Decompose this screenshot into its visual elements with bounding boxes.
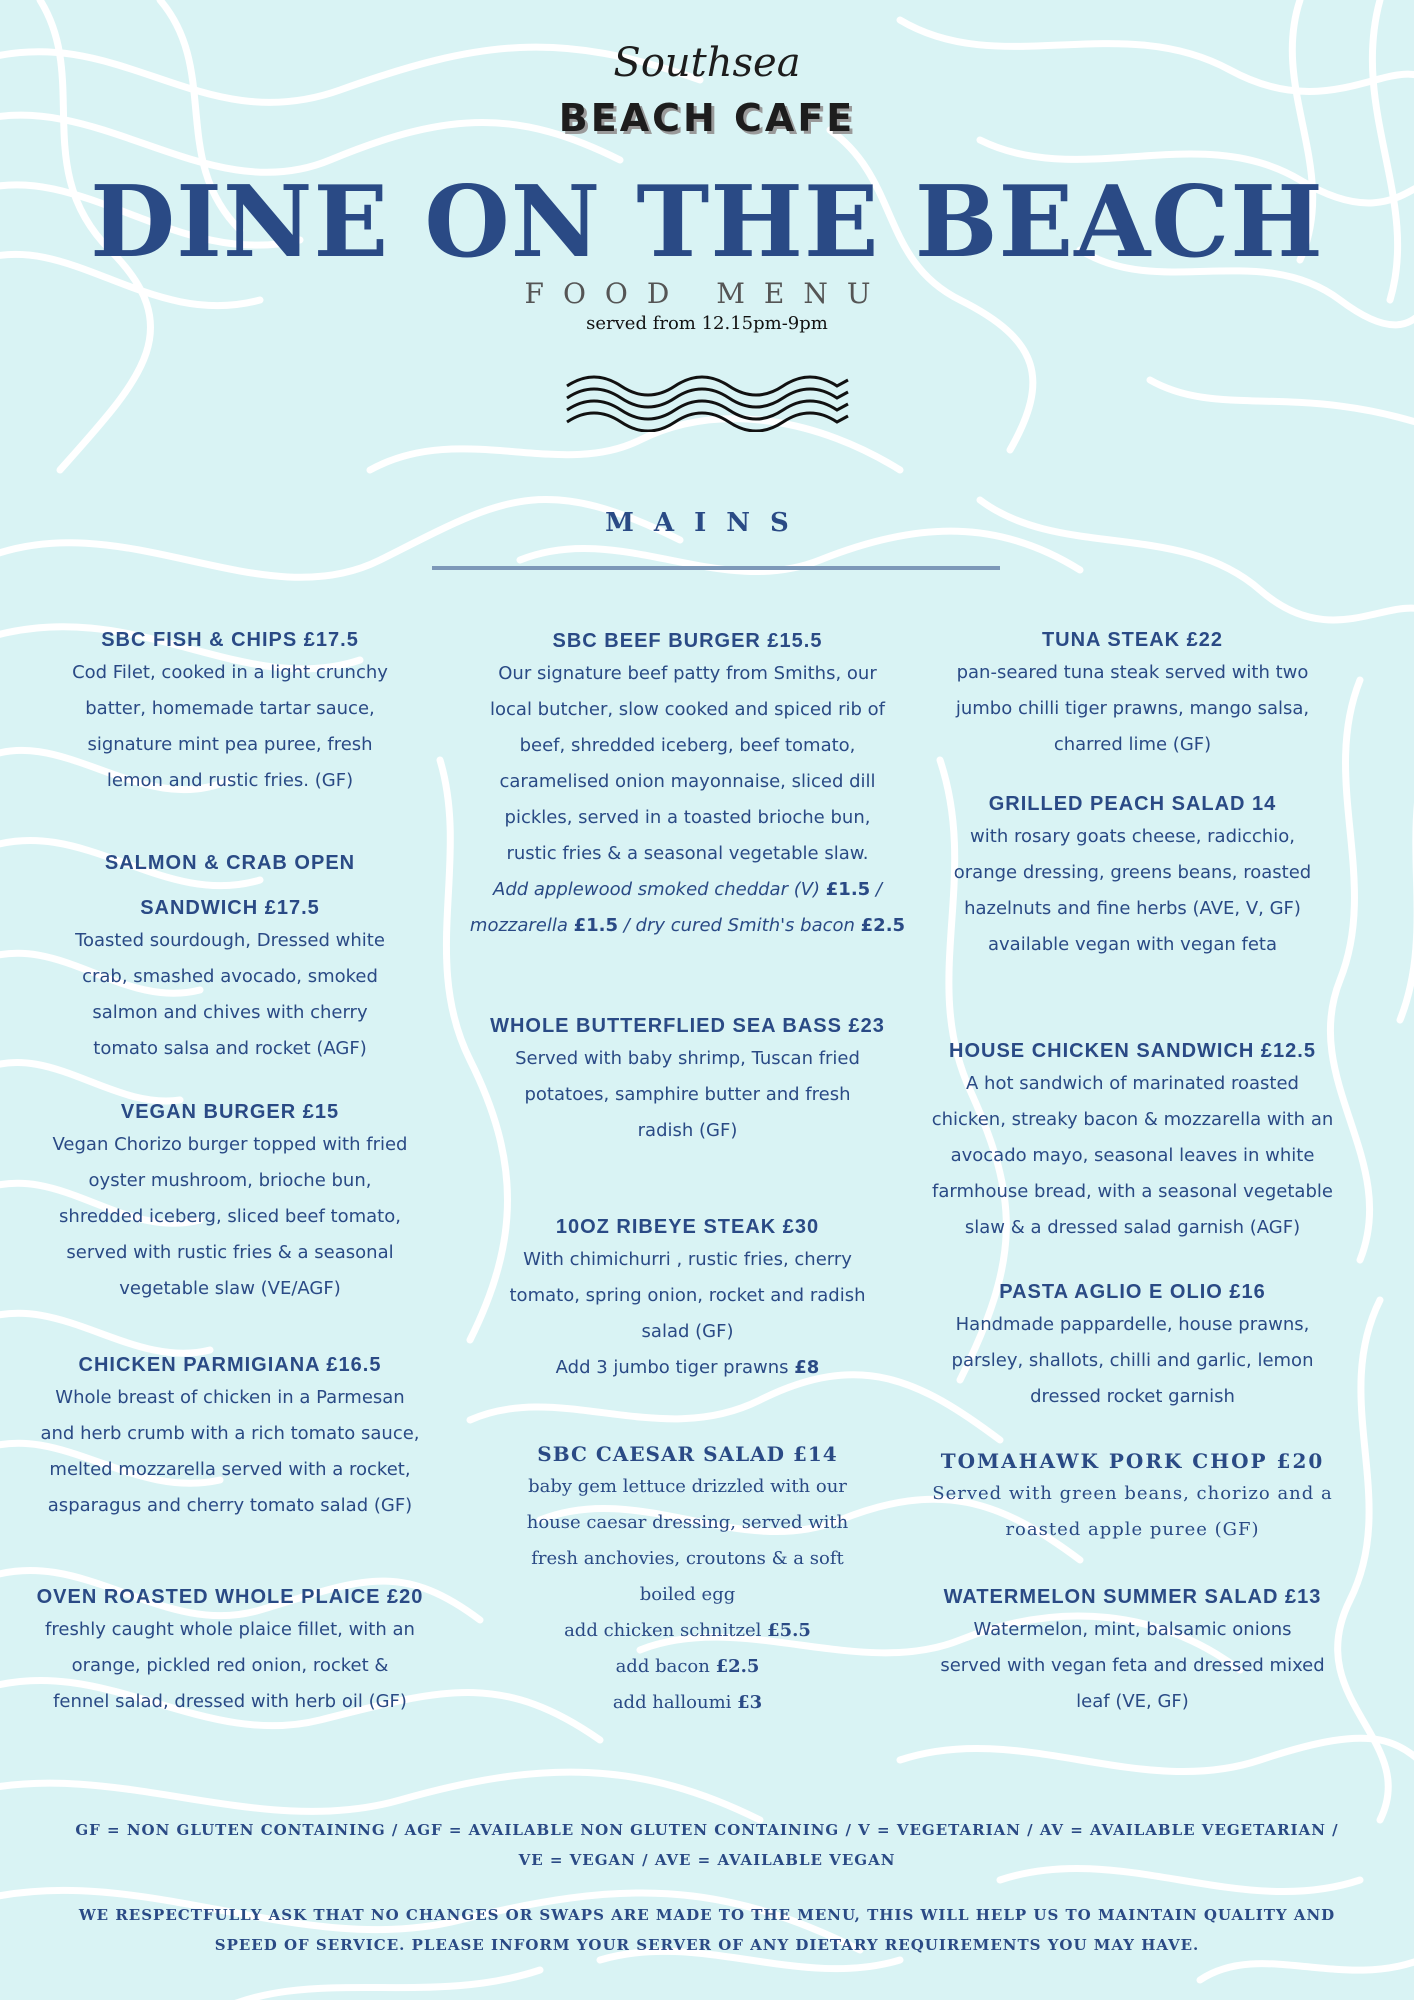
menu-item-sea-bass [460,1011,915,1149]
item-addon: add bacon £2.5 [615,1656,760,1677]
item-addon: Add 3 jumbo tiger prawns £8 [555,1357,820,1378]
item-title: GRILLED PEACH SALAD 14 [988,793,1277,815]
item-description: pan-seared tuna steak served with two jumbo chilli tiger prawns, mango salsa, charred lime (GF) [955,662,1310,755]
item-title: SALMON & CRAB OPEN [104,852,356,874]
item-description: Toasted sourdough, Dressed white crab, smashed avocado, smoked salmon and chives with cherry tomato salsa and rocket (AGF) [75,930,385,1059]
item-description: Served with baby shrimp, Tuscan fried potatoes, samphire butter and fresh radish (GF) [515,1048,860,1141]
menu-item-chicken-parmigiana [10,1350,450,1524]
section-title-mains: MAINS [605,508,809,538]
item-title-line2: SANDWICH £17.5 [140,897,320,919]
item-description: Watermelon, mint, balsamic onions served with vegan feta and dressed mixed leaf (VE, GF) [940,1619,1325,1712]
item-title: SBC CAESAR SALAD £14 [537,1442,838,1466]
item-description: Served with green beans, chorizo and a roasted apple puree (GF) [932,1483,1333,1540]
logo-wordmark: BEACH CAFE [558,96,856,140]
item-extras-2: mozzarella £1.5 / dry cured Smith's bacon £2.5 [469,915,906,936]
menu-item-tomahawk-pork-chop [910,1446,1355,1548]
logo-script: Southsea [613,40,801,86]
menu-item-watermelon-salad [910,1582,1355,1720]
item-title: 10OZ RIBEYE STEAK £30 [555,1216,820,1238]
item-title: SBC FISH & CHIPS £17.5 [101,629,359,651]
item-title: HOUSE CHICKEN SANDWICH £12.5 [949,1040,1316,1062]
item-extras: Add applewood smoked cheddar (V) £1.5 / [493,879,882,900]
item-description: With chimichurri , rustic fries, cherry tomato, spring onion, rocket and radish salad (GF) Add 3 jumbo tiger prawns £8 [460,1242,915,1386]
menu-item-tuna-steak [910,625,1355,763]
menu-item-caesar-salad [460,1439,915,1721]
item-description: Handmade pappardelle, house prawns, parsley, shallots, chilli and garlic, lemon dressed rocket garnish [951,1314,1314,1407]
item-addon: add halloumi £3 [612,1692,763,1713]
page-title: DINE ON THE BEACH [90,165,1324,280]
item-title: WHOLE BUTTERFLIED SEA BASS £23 [490,1015,885,1037]
section-divider [432,566,1000,570]
menu-item-vegan-burger [10,1097,450,1307]
item-title: SBC BEEF BURGER £15.5 [552,630,823,652]
item-addon: add chicken schnitzel £5.5 [564,1620,811,1641]
menu-item-whole-plaice [10,1582,450,1720]
item-description: Our signature beef patty from Smiths, our local butcher, slow cooked and spiced rib of beef, shredded iceberg, beef tomato, caramelised onion mayonnaise, sliced dill pickles, served in a toasted brioche bun, rustic fries & a seasonal vegetable slaw. Add applewood smoked cheddar (V) £1.5 / mozzarella £1.5 / dry cured Smith's bacon £2.5 [460,656,915,944]
item-title: CHICKEN PARMIGIANA £16.5 [78,1354,382,1376]
item-description: freshly caught whole plaice fillet, with an orange, pickled red onion, rocket & fennel salad, dressed with herb oil (GF) [45,1619,415,1712]
menu-item-house-chicken-sandwich [910,1036,1355,1246]
item-description: Whole breast of chicken in a Parmesan and herb crumb with a rich tomato sauce, melted mozzarella served with a rocket, asparagus and cherry tomato salad (GF) [40,1387,420,1516]
item-title: PASTA AGLIO E OLIO £16 [999,1281,1266,1303]
item-title: TOMAHAWK PORK CHOP £20 [940,1449,1325,1473]
item-description: baby gem lettuce drizzled with our house caesar dressing, served with fresh anchovies, croutons & a soft boiled egg add chicken schnitzel £5.5 add bacon £2.5 add halloumi £3 [460,1469,915,1721]
menu-item-pasta-aglio-olio [910,1277,1355,1415]
item-title: WATERMELON SUMMER SALAD £13 [943,1586,1322,1608]
serving-times: served from 12.15pm-9pm [586,313,828,334]
item-description: Cod Filet, cooked in a light crunchy batter, homemade tartar sauce, signature mint pea puree, fresh lemon and rustic fries. (GF) [72,662,388,791]
dietary-legend: GF = NON GLUTEN CONTAINING / AGF = AVAILABLE NON GLUTEN CONTAINING / V = VEGETARIAN / AV = AVAILABLE VEGETARIAN / VE = VEGAN / AVE = AVAILABLE VEGAN [75,1821,1339,1869]
waves-icon [565,370,850,432]
item-description: A hot sandwich of marinated roasted chicken, streaky bacon & mozzarella with an avocado mayo, seasonal leaves in white farmhouse bread, with a seasonal vegetable slaw & a dressed salad garnish (AGF) [931,1073,1334,1238]
item-description: with rosary goats cheese, radicchio, orange dressing, greens beans, roasted hazelnuts and fine herbs (AVE, V, GF) available vegan with vegan feta [953,826,1312,955]
item-title: TUNA STEAK £22 [1041,629,1224,651]
menu-item-ribeye-steak [460,1212,915,1386]
service-notice: WE RESPECTFULLY ASK THAT NO CHANGES OR SWAPS ARE MADE TO THE MENU, THIS WILL HELP US TO MAINTAIN QUALITY AND SPEED OF SERVICE. PLEASE INFORM YOUR SERVER OF ANY DIETARY REQUIREMENTS YOU MAY HAVE. [78,1906,1336,1954]
menu-item-fish-chips [10,625,450,799]
menu-item-beef-burger [460,626,915,944]
menu-item-salmon-crab-sandwich [10,848,450,1067]
item-title: OVEN ROASTED WHOLE PLAICE £20 [36,1586,424,1608]
item-title: VEGAN BURGER £15 [120,1101,340,1123]
item-description: Vegan Chorizo burger topped with fried oyster mushroom, brioche bun, shredded iceberg, sliced beef tomato, served with rustic fries & a seasonal vegetable slaw (VE/AGF) [52,1134,408,1299]
menu-subtitle: FOOD MENU [524,277,890,310]
menu-item-grilled-peach-salad [910,789,1355,963]
